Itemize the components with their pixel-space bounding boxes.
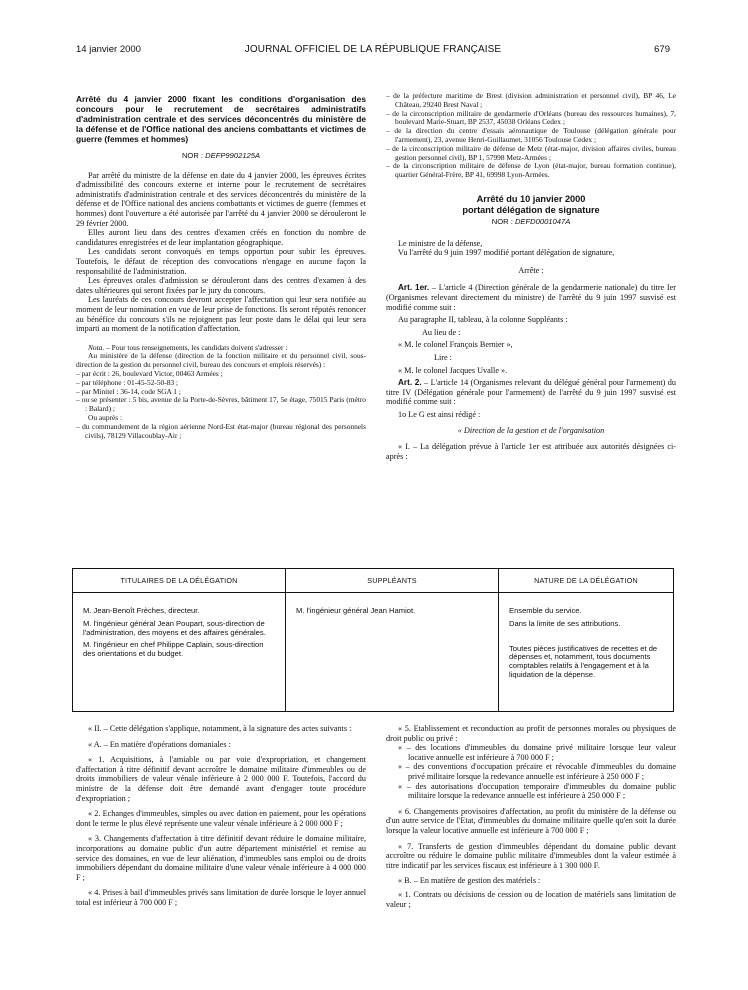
- sub-item: « – des conventions d'occupation précaire et révocable d'immeubles du domaine privé militaire lorsque la redevance annuelle est inférieure à 250 000 F ;: [398, 762, 676, 781]
- table-header-row: [73, 569, 674, 593]
- nor-label: NOR :: [181, 151, 204, 160]
- paragraph: « 1. Contrats ou décisions de cession ou de location de matériels sans limitation de valeur ;: [386, 889, 676, 909]
- delegation-intro: « I. – La délégation prévue à l'article 1er est attribuée aux autorités désignées ci-après :: [386, 442, 676, 461]
- paragraph: « A. – En matière d'opérations domaniales :: [88, 739, 231, 749]
- table-row: [73, 593, 674, 712]
- article-1-label: Art. 1er.: [398, 283, 430, 293]
- paragraph: « 5. Etablissement et reconduction au profit de personnes morales ou physiques de droit public ou privé :: [386, 724, 676, 743]
- nota-label: Nota.: [88, 342, 105, 352]
- paragraph: « 6. Changements provisoires d'affectation, au profit du ministère de la défense ou d'un autre service de l'Etat, d'immeubles du domaine militaire quelle qu'en soit la durée lorsque la valeur locative annuelle est inférieure à 700 000 F ;: [386, 806, 676, 835]
- lire-line: Lire :: [434, 352, 452, 362]
- aupres-item: – du commandement de la région aérienne Nord-Est état-major (bureau régional des personnels civils), 78129 Villacoublay-Air ;: [76, 421, 366, 440]
- nota-item: – ou se présenter : 5 bis, avenue de la Porte-de-Sèvres, bâtiment 17, 5e étage, 75015 Paris (métro : Balard) ;: [76, 395, 366, 414]
- bottom-right-column: [386, 724, 676, 909]
- article-1-text: – L'article 4 (Direction générale de la gendarmerie nationale) du titre Ier (Organismes relevant directement du ministre) de l'arrêté du 9 juin 1997 susvisé est modifié comme suit :: [386, 283, 676, 312]
- paragraph: Elles auront lieu dans des centres d'examen créés en fonction du nombre de candidatures enregistrées et de leur implantation géographique.: [76, 228, 366, 247]
- nota-intro: Au ministère de la défense (direction de la fonction militaire et du personnel civil, sous-direction de la gestion du personnel civil, bureau des concours et emplois réservés) :: [76, 351, 366, 370]
- nota-item: – par téléphone : 01-45-52-50-83 ;: [76, 377, 179, 387]
- direction-heading: « Direction de la gestion et de l'organisation: [457, 426, 605, 436]
- article-2-text: – L'article 14 (Organismes relevant du délégué général pour l'armement) du titre IV (Délégation générale pour l'armement) de l'arrêté du 9 juin 1997 susvisé est modifié comme suit :: [386, 378, 676, 407]
- decree-title-2-line1: Arrêté du 10 janvier 2000: [476, 193, 586, 204]
- aupres-continued: [386, 92, 676, 180]
- titulaires-cell: [73, 593, 286, 712]
- bottom-left-column: [76, 724, 366, 908]
- paragraph: « 4. Prises à bail d'immeubles privés sans limitation de durée lorsque le loyer annuel total est inférieur à 700 000 F ;: [76, 888, 366, 907]
- page-header: [76, 44, 670, 58]
- nota-item: – par écrit : 26, boulevard Victor, 00463 Armées ;: [76, 369, 223, 379]
- article-1-paragraph: Au paragraphe II, tableau, à la colonne Suppléants :: [398, 315, 568, 325]
- nature: Dans la limite de ses attributions.: [509, 618, 621, 628]
- nota-text: – Pour tous renseignements, les candidats doivent s'adresser :: [104, 342, 288, 352]
- paragraph: « 7. Transferts de gestion d'immeubles dépendant du domaine public devant accroître ou réduire le domaine public militaire d'immeubles dont la valeur estimée à titre indicatif par les services fiscaux est inférieure à 1 300 000 F.: [386, 841, 676, 870]
- vu-line: Vu l'arrêté du 9 juin 1997 modifié portant délégation de signature,: [398, 248, 615, 258]
- nor-line-2: [386, 217, 676, 227]
- article-2-label: Art. 2.: [398, 378, 422, 388]
- journal-title: JOURNAL OFFICIEL DE LA RÉPUBLIQUE FRANÇAISE: [244, 44, 502, 55]
- right-column: [386, 92, 676, 461]
- sub-item: « – des locations d'immeubles du domaine privé militaire lorsque leur valeur locative annuelle est inférieure à 700 000 F ;: [398, 743, 676, 762]
- header-date: 14 janvier 2000: [76, 44, 141, 55]
- page-number: 679: [654, 44, 670, 55]
- titulaire: M. l'ingénieur en chef Philippe Caplain, sous-direction des orientations et du budget.: [83, 640, 264, 659]
- paragraph: « 2. Echanges d'immeubles, simples ou avec dation en paiement, pour les opérations dont le terme le plus élevé représente une valeur vénale inférieure à 2 000 000 F ;: [76, 809, 366, 828]
- nature-cell: [499, 593, 674, 712]
- paragraph: « B. – En matière de gestion des matériels :: [398, 876, 541, 886]
- nor-code: DEFD0001047A: [514, 216, 571, 226]
- minister-line: Le ministre de la défense,: [398, 238, 483, 248]
- arrete-line: Arrête :: [518, 265, 544, 275]
- paragraph: Les lauréats de ces concours devront accepter l'affectation qui leur sera notifiée au moment de leur nomination en vue de leur prise de fonctions. Ils seront réputés renoncer au bénéfice du concours s'ils ne rejoignent pas leur poste dans le délai qui leur sera imparti au moment de la notification d'affectation.: [76, 295, 366, 334]
- paragraph: Par arrêté du ministre de la défense en date du 4 janvier 2000, les épreuves écrites d'admissibilité des concours externe et interne pour le recrutement de secrétaires administratifs d'administration centrale et des services déconcentrés du ministère de la défense et de l'Office national des anciens combattants et victimes de guerre (femmes et hommes) dont l'ouverture a été autorisée par l'arrêté du 4 janvier 2000 se dérouleront le 29 février 2000.: [76, 170, 366, 228]
- paragraph: « II. – Cette délégation s'applique, notamment, à la signature des actes suivants :: [88, 724, 352, 733]
- column-header: TITULAIRES DE LA DÉLÉGATION: [73, 569, 286, 593]
- nor-label: NOR :: [491, 216, 513, 226]
- ou-aupres: Ou auprès :: [88, 413, 123, 423]
- aupres-item: – de la circonscription militaire de défense de Lyon (état-major, bureau formation continue), quartier Général-Frère, BP 41, 69998 Lyon-Armées.: [386, 161, 676, 180]
- paragraph: « 1. Acquisitions, à l'amiable ou par voie d'expropriation, et changement d'affectation à titre définitif devant accroître le domaine militaire d'immeubles ou de droits immobiliers de valeur vénale inférieure à 2 000 000 F. Toutefois, l'accord du ministre de la défense doit être demandé avant d'engager toute procédure d'expropriation ;: [76, 755, 366, 803]
- article-2-g: 1o Le G est ainsi rédigé :: [398, 409, 481, 419]
- column-header: NATURE DE LA DÉLÉGATION: [499, 569, 674, 593]
- uvalle-line: « M. le colonel Jacques Uvalle ».: [398, 365, 508, 375]
- aupres-item: – de la préfecture maritime de Brest (division administration et personnel civil), BP 46, Le Château, 29240 Brest Naval ;: [386, 91, 676, 109]
- suppleant: M. l'ingénieur général Jean Hamiot.: [296, 606, 416, 615]
- paragraph: « 3. Changements d'affectation à titre définitif devant réduire le domaine militaire, incorporations au domaine public d'un autre département ministériel et remise au service des domaines, en vue de leur aliénation, d'immeubles sans emploi ou de droits immobiliers dépendant du domaine militaire d'une valeur vénale inférieure à 4 000 000 F ;: [76, 834, 366, 882]
- titulaire: M. l'ingénieur général Jean Poupart, sous-direction de l'administration, des moyens et des affaires générales.: [83, 618, 266, 637]
- nature: Ensemble du service.: [509, 606, 582, 615]
- decree-title-2: [386, 194, 676, 216]
- aupres-item: – de la direction du centre d'essais aéronautique de Toulouse (délégation générale pour l'armement), 23, avenue Henri-Guillaumet, 31056 Toulouse Cedex ;: [386, 126, 676, 144]
- suppleants-cell: [286, 593, 499, 712]
- decree-title-2-line2: portant délégation de signature: [462, 204, 600, 215]
- aupres-item: – de la circonscription militaire de défense de Metz (état-major, division affaires civiles, bureau gestion personnel civil), BP 1, 57998 Metz-Armées ;: [386, 143, 676, 162]
- titulaire: M. Jean-Benoît Frèches, directeur.: [83, 606, 200, 615]
- paragraph: Les candidats seront convoqués en temps opportun pour subir les épreuves. Toutefois, le défaut de réception des convocations n'engage en aucune façon la responsabilité de l'administration.: [76, 247, 366, 276]
- column-header: SUPPLÉANTS: [286, 569, 499, 593]
- delegation-table: [72, 568, 674, 712]
- nor-line-1: [76, 151, 366, 161]
- decree-title-1: Arrêté du 4 janvier 2000 fixant les conditions d'organisation des concours pour le recrutement de secrétaires administratifs d'administration centrale et des services déconcentrés du ministère de la défense et de l'Office national des anciens combattants et victimes de guerre (femmes et hommes): [76, 94, 366, 144]
- nota-item: – par Minitel : 36-14, code SGA 1 ;: [76, 386, 181, 396]
- nota-block: [76, 344, 366, 441]
- bernier-line: « M. le colonel François Bernier »,: [398, 340, 513, 350]
- nature: Toutes pièces justificatives de recettes et de dépenses et, notamment, tous documents comptables relatifs à l'engagement et à la liquidation de la dépense.: [509, 643, 658, 679]
- au-lieu-de: Au lieu de :: [422, 327, 461, 337]
- nor-code: DEFP9902125A: [205, 151, 261, 160]
- left-column: [76, 94, 366, 440]
- sub-item: « – des autorisations d'occupation temporaire d'immeubles du domaine public militaire lorsque la redevance annuelle est inférieure à 250 000 F ;: [398, 781, 676, 801]
- aupres-item: – de la circonscription militaire de gendarmerie d'Orléans (bureau des ressources humaines), 7, boulevard Marie-Stuart, BP 2537, 45038 Orléans Cedex ;: [386, 108, 676, 127]
- paragraph: Les épreuves orales d'admission se dérouleront dans des centres d'examen à des dates ultérieures qui seront fixées par le jury du concours.: [76, 276, 366, 295]
